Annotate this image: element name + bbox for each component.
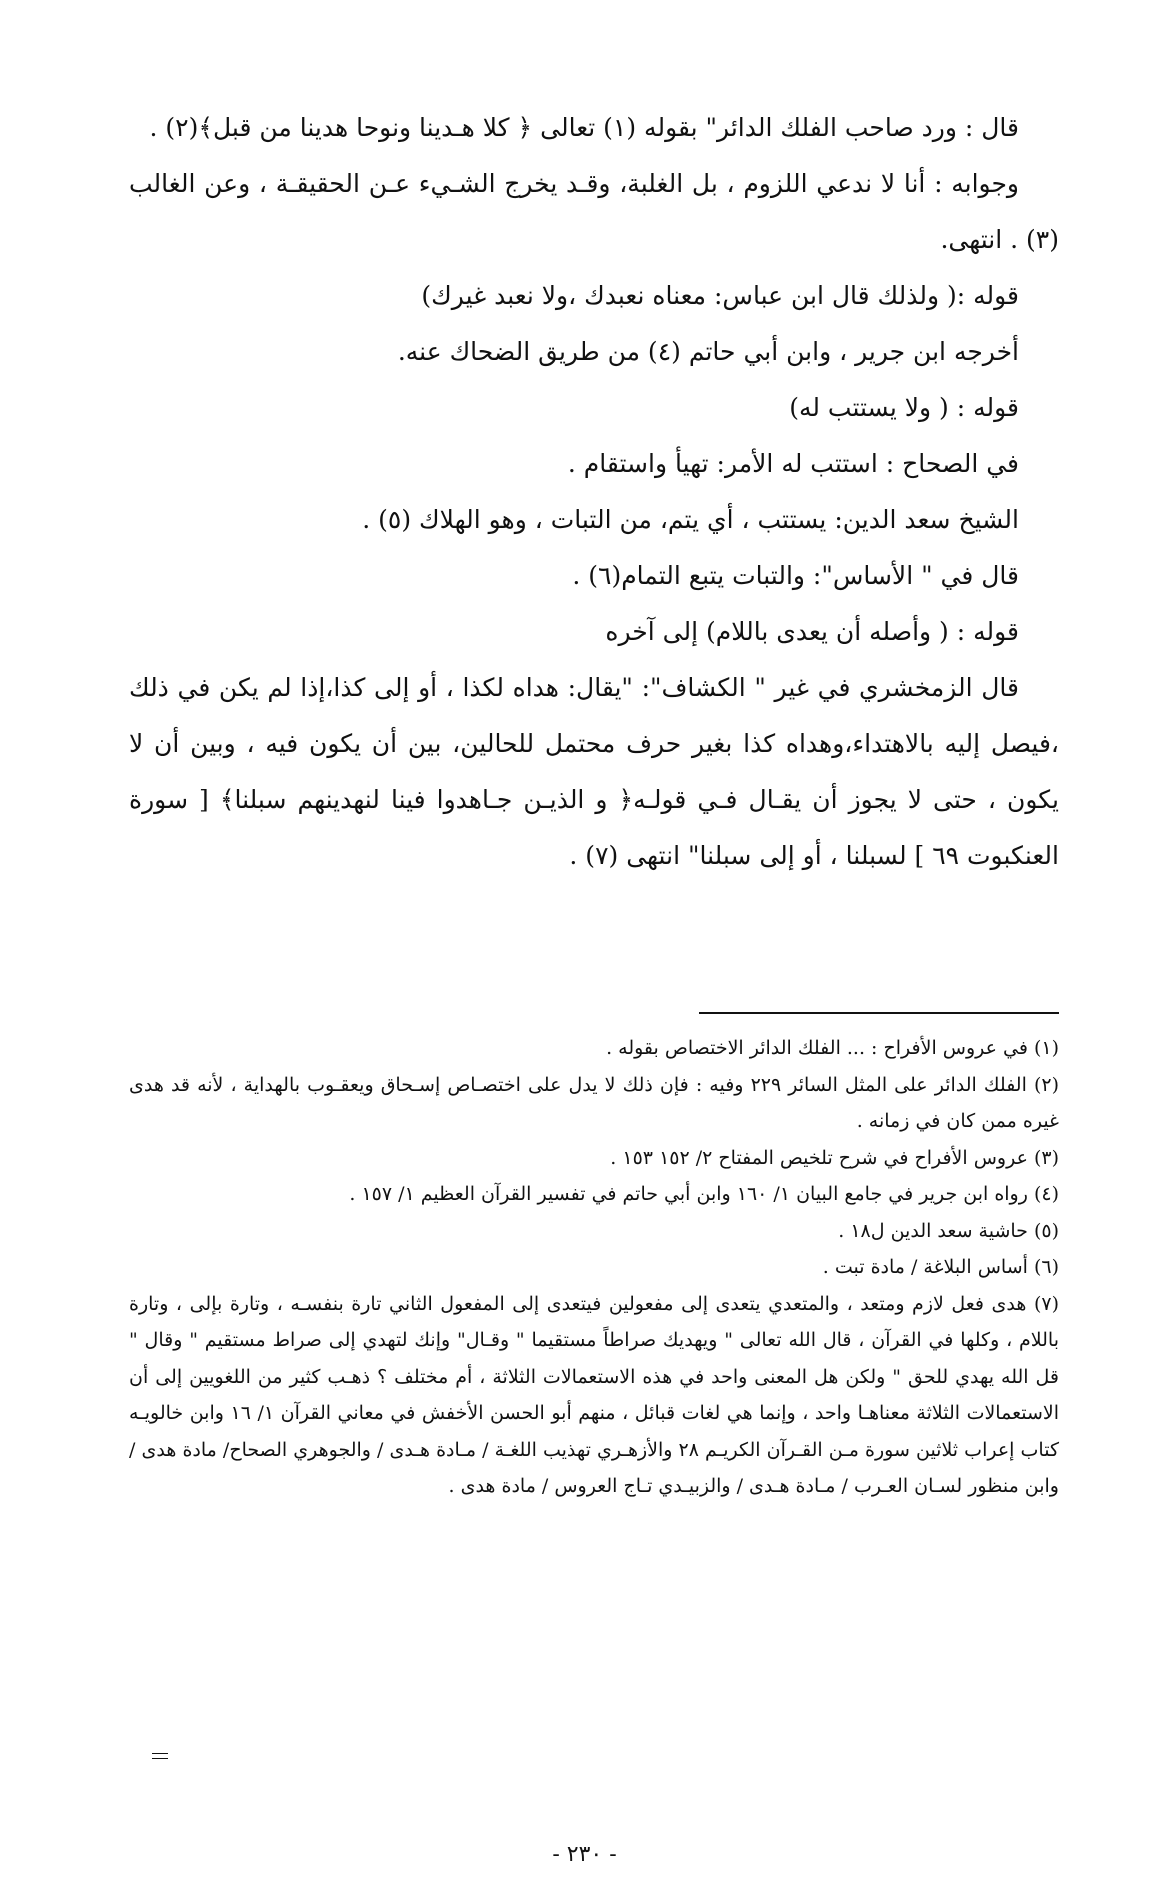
footnote-separator [699,1012,1059,1014]
footnote-5: (٥) حاشية سعد الدين ل١٨ . [838,1219,1059,1242]
footnote-1: (١) في عروس الأفراح : ... الفلك الدائر الاختصاص بقوله . [606,1037,1059,1059]
footnote-6: (٦) أساس البلاغة / مادة تبت . [822,1256,1059,1278]
paragraph-6: قال في " الأساس": والتبات يتبع التمام(٦) . [572,561,1019,590]
page-number: - ٢٣٠ - [552,1842,617,1867]
paragraph-3: أخرجه ابن جرير ، وابن أبي حاتم (٤) من طريق الضحاك عنه. [397,337,1019,366]
paragraph-4: في الصحاح : استتب له الأمر: تهيأ واستقام . [567,449,1019,478]
end-mark [152,1753,168,1759]
footnote-7: (٧) هدى فعل لازم ومتعد ، والمتعدي يتعدى إلى مفعولين فيتعدى إلى المفعول الثاني تارة بنفسـه ، وتارة بإلى ، وتارة باللام ، وكلها في القرآن ، قال الله تعالى " ويهديك صراطاً مستقيما " وقـال" وإنك لتهدي إلى صراط مستقيم " وقال " قل الله يهدي للحق " ولكن هل المعنى واحد في هذه الاستعمالات الثلاثة ، أم مختلف ؟ ذهـب كثير من اللغويين إلى أن الاستعمالات الثلاثة معناهـا واحد ، وإنما هي لغات قبائل ، منهم أبو الحسن الأخفش في معاني القرآن ١/ ١٦ وابن خالويـه كتاب إعراب ثلاثين سورة مـن القـرآن الكريـم ٢٨ والأزهـري تهذيب اللغـة / مـادة هـدى / والجوهري الصحاح/ مادة هدى / وابن منظور لسـان العـرب / مـادة هـدى / والزبيـدي تـاج العروس / مادة هدى . [129,1292,1060,1497]
main-text [129,100,1059,884]
footnote-4: (٤) رواه ابن جرير في جامع البيان ١/ ١٦٠ وابن أبي حاتم في تفسير القرآن العظيم ١/ ١٥٧ . [349,1183,1059,1205]
heading-quote-3: قوله : ( وأصله أن يعدى باللام) إلى آخره [605,617,1019,646]
heading-quote-1: قوله :( ولذلك قال ابن عباس: معناه نعبدك ،ولا نعبد غيرك) [421,281,1019,310]
paragraph-1: قال : ورد صاحب الفلك الدائر" بقوله (١) تعالى ﴿ كلا هـدينا ونوحا هدينا من قبل﴾(٢) . [149,113,1019,142]
heading-quote-2: قوله : ( ولا يستتب له) [789,393,1019,422]
paragraph-2: وجوابه : أنا لا ندعي اللزوم ، بل الغلبة، وقـد يخرج الشـيء عـن الحقيقـة ، وعن الغالب (٣) . انتهى. [129,169,1059,254]
footnote-2: (٢) الفلك الدائر على المثل السائر ٢٢٩ وفيه : فإن ذلك لا يدل على اختصـاص إسـحاق ويعقـوب بالهداية ، لأنه قد هدى غيره ممن كان في زمانه . [129,1073,1059,1132]
footnote-3: (٣) عروس الأفراح في شرح تلخيص المفتاح ٢/ ١٥٢ ١٥٣ . [610,1146,1059,1169]
paragraph-7: قال الزمخشري في غير " الكشاف": "يقال: هداه لكذا ، أو إلى كذا،إذا لم يكن في ذلك ،فيصل إليه بالاهتداء،وهداه كذا بغير حرف محتمل للحالين، بين أن يكون فيه ، وبين أن لا يكون ، حتى لا يجوز أن يقـال فـي قولـه﴿ و الذيـن جـاهدوا فينا لنهدينهم سبلنا﴾ [ سورة العنكبوت ٦٩ ] لسبلنا ، أو إلى سبلنا" انتهى (٧) . [129,673,1059,870]
paragraph-5: الشيخ سعد الدين: يستتب ، أي يتم، من التبات ، وهو الهلاك (٥) . [362,505,1019,534]
footnotes [129,1030,1059,1505]
